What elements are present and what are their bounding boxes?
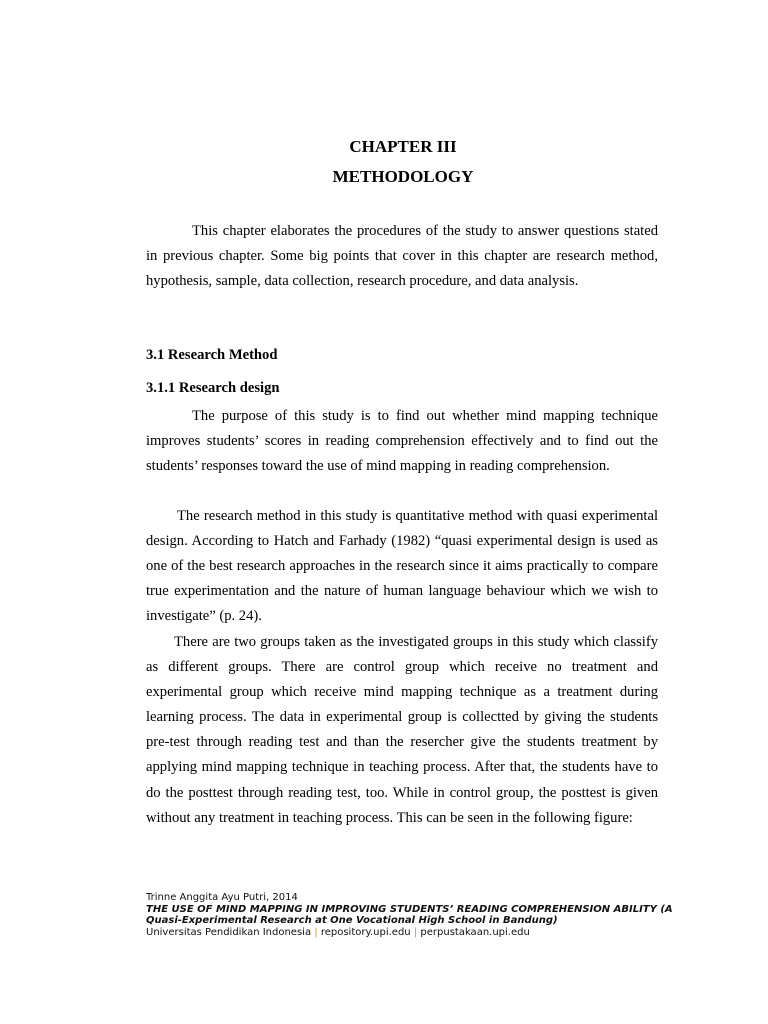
footer-title-line2: Quasi-Experimental Research at One Vocational High School in Bandung) bbox=[146, 915, 558, 927]
page-footer bbox=[146, 892, 706, 938]
paragraph-groups: There are two groups taken as the investigated groups in this study which classify as different groups. There are control group which receive no treatment and experimental group which receive mind mapping technique as a treatment during learning process. The data in experimental group is collectted by giving the students pre-test through reading test and than the resercher give the students treatment by applying mind mapping technique in teaching process. After that, the students have to do the posttest through reading test, too. While in control group, the posttest is given without any treatment in teaching process. This can be seen in the following figure: bbox=[146, 634, 658, 826]
chapter-title: METHODOLOGY bbox=[332, 167, 474, 186]
footer-author: Trinne Anggita Ayu Putri, 2014 bbox=[146, 892, 298, 903]
footer-repo-link[interactable]: repository.upi.edu bbox=[320, 926, 411, 938]
footer-library-link[interactable]: perpustakaan.upi.edu bbox=[420, 926, 530, 938]
section-heading: 3.1 Research Method bbox=[146, 347, 278, 363]
subsection-heading: 3.1.1 Research design bbox=[146, 380, 280, 396]
paragraph-purpose: The purpose of this study is to find out whether mind mapping technique improves students’ scores in reading comprehension effectively and to find out the students’ responses toward the use of mind mapping in reading comprehension. bbox=[146, 408, 658, 475]
chapter-number: CHAPTER III bbox=[349, 137, 457, 156]
footer-links bbox=[146, 927, 706, 939]
footer-separator: | bbox=[413, 926, 418, 938]
paragraph-method: The research method in this study is quantitative method with quasi experimental design. According to Hatch and Farhady (1982) “quasi experimental design is used as one of the best research approaches in the research since it aims practically to compare true experimentation and the nature of human language behaviour which we wish to investigate” (p. 24). bbox=[146, 508, 658, 625]
intro-paragraph: This chapter elaborates the procedures of the study to answer questions stated in previous chapter. Some big points that cover in this chapter are research method, hypothesis, sample, data collection, research procedure, and data analysis. bbox=[146, 223, 658, 290]
footer-university: Universitas Pendidikan Indonesia bbox=[146, 926, 312, 938]
footer-title-line1: THE USE OF MIND MAPPING IN IMPROVING STUDENTS’ READING COMPREHENSION ABILITY (A bbox=[146, 903, 673, 915]
footer-separator: | bbox=[314, 926, 318, 938]
